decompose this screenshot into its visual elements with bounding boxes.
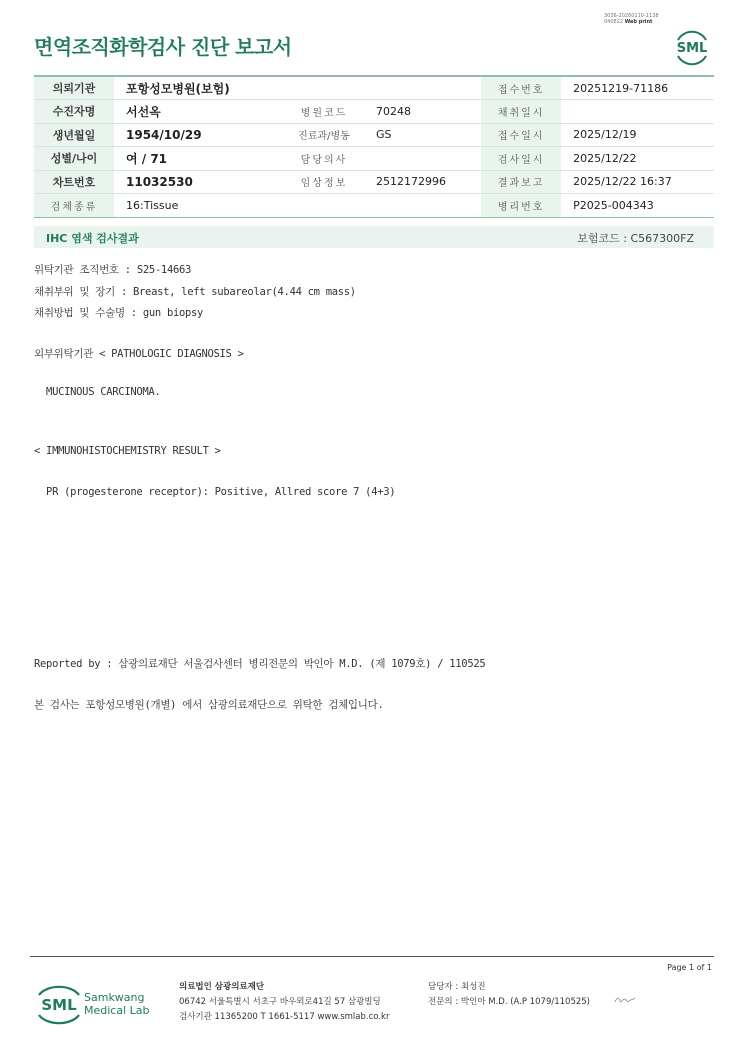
receipt-date: 2025/12/19 xyxy=(561,123,714,147)
report-line: MUCINOUS CARCINOMA. xyxy=(34,386,161,398)
label-clinical-info: 임상정보 xyxy=(284,170,364,194)
label-receipt-date: 접수일시 xyxy=(481,123,561,147)
label-result-report: 결과보고 xyxy=(481,170,561,194)
report-line: Reported by : 삼광의료재단 서울검사센터 병리전문의 박인아 M.D. (제 1079호) / 110525 xyxy=(34,658,486,670)
hospital-code: 70248 xyxy=(364,100,481,124)
label-requesting-institution: 의뢰기관 xyxy=(34,76,114,100)
pathology-number: P2025-004343 xyxy=(561,194,714,218)
label-sex-age: 성별/나이 xyxy=(34,147,114,171)
signature-icon xyxy=(614,995,636,1005)
ihc-section-header xyxy=(34,226,714,248)
page-number: Page 1 of 1 xyxy=(667,963,712,972)
label-hospital-code: 병원코드 xyxy=(284,100,364,124)
department: GS xyxy=(364,123,481,147)
svg-text:SML: SML xyxy=(41,996,77,1014)
footer-manager: 담당자 : 최성진 xyxy=(428,982,486,992)
report-line: 외부위탁기관 < PATHOLOGIC DIAGNOSIS > xyxy=(34,348,244,360)
label-test-date: 검사일시 xyxy=(481,147,561,171)
svg-text:Samkwang: Samkwang xyxy=(84,991,145,1004)
specimen-type: 16:Tissue xyxy=(114,194,481,218)
report-line: 채취방법 및 수술명 : gun biopsy xyxy=(34,307,204,319)
svg-text:SML: SML xyxy=(676,41,708,56)
result-report: 2025/12/22 16:37 xyxy=(561,170,714,194)
print-id-line2: 040822 Web print xyxy=(604,19,653,25)
report-line: PR (progesterone receptor): Positive, Allred score 7 (4+3) xyxy=(34,486,396,498)
patient-info-table xyxy=(34,75,714,218)
doctor xyxy=(364,147,481,171)
info-row xyxy=(34,100,714,124)
birth-date: 1954/10/29 xyxy=(114,123,284,147)
receipt-number: 20251219-71186 xyxy=(561,76,714,100)
patient-name: 서선옥 xyxy=(114,100,284,124)
print-id xyxy=(604,13,659,25)
info-row xyxy=(34,194,714,218)
info-row xyxy=(34,147,714,171)
svg-text:Medical Lab: Medical Lab xyxy=(84,1004,150,1017)
label-department: 진료과/병동 xyxy=(284,123,364,147)
sml-logo-icon xyxy=(672,26,712,66)
clinical-info: 2512172996 xyxy=(364,170,481,194)
report-line: 위탁기관 조직번호 : S25-14663 xyxy=(34,264,192,276)
sex-age: 여 / 71 xyxy=(114,147,284,171)
label-receipt-number: 접수번호 xyxy=(481,76,561,100)
info-row xyxy=(34,170,714,194)
info-row xyxy=(34,123,714,147)
label-specimen-type: 검체종류 xyxy=(34,194,114,218)
label-collection-date: 채취일시 xyxy=(481,100,561,124)
insurance-code: 보험코드 : C567300FZ xyxy=(577,232,694,245)
ihc-title: IHC 염색 검사결과 xyxy=(46,232,139,245)
requesting-institution: 포항성모병원(보험) xyxy=(114,76,481,100)
report-line: 본 검사는 포항성모병원(개별) 에서 삼광의료재단으로 위탁한 검체입니다. xyxy=(34,699,384,711)
label-doctor: 담당의사 xyxy=(284,147,364,171)
footer-contact: 검사기관 11365200 T 1661-5117 www.smlab.co.kr xyxy=(179,1012,390,1022)
label-patient-name: 수진자명 xyxy=(34,100,114,124)
test-date: 2025/12/22 xyxy=(561,147,714,171)
collection-date xyxy=(561,100,714,124)
report-line: 채취부위 및 장기 : Breast, left subareolar(4.44 cm mass) xyxy=(34,286,356,298)
footer-divider xyxy=(30,956,714,957)
chart-number: 11032530 xyxy=(114,170,284,194)
samkwang-logo-icon xyxy=(36,982,166,1026)
info-row xyxy=(34,76,714,100)
label-pathology-number: 병리번호 xyxy=(481,194,561,218)
footer-address: 06742 서울특별시 서초구 바우뫼로41길 57 삼광빌딩 xyxy=(179,997,381,1007)
label-birth-date: 생년월일 xyxy=(34,123,114,147)
page-title: 면역조직화학검사 진단 보고서 xyxy=(34,35,292,59)
footer-org-name: 의료법인 삼광의료재단 xyxy=(179,982,265,992)
report-line: < IMMUNOHISTOCHEMISTRY RESULT > xyxy=(34,445,221,457)
label-chart-number: 차트번호 xyxy=(34,170,114,194)
footer-specialist: 전문의 : 박인아 M.D. (A.P 1079/110525) xyxy=(428,997,590,1007)
print-id-line1: 3036-20260110-1138 xyxy=(604,13,659,19)
